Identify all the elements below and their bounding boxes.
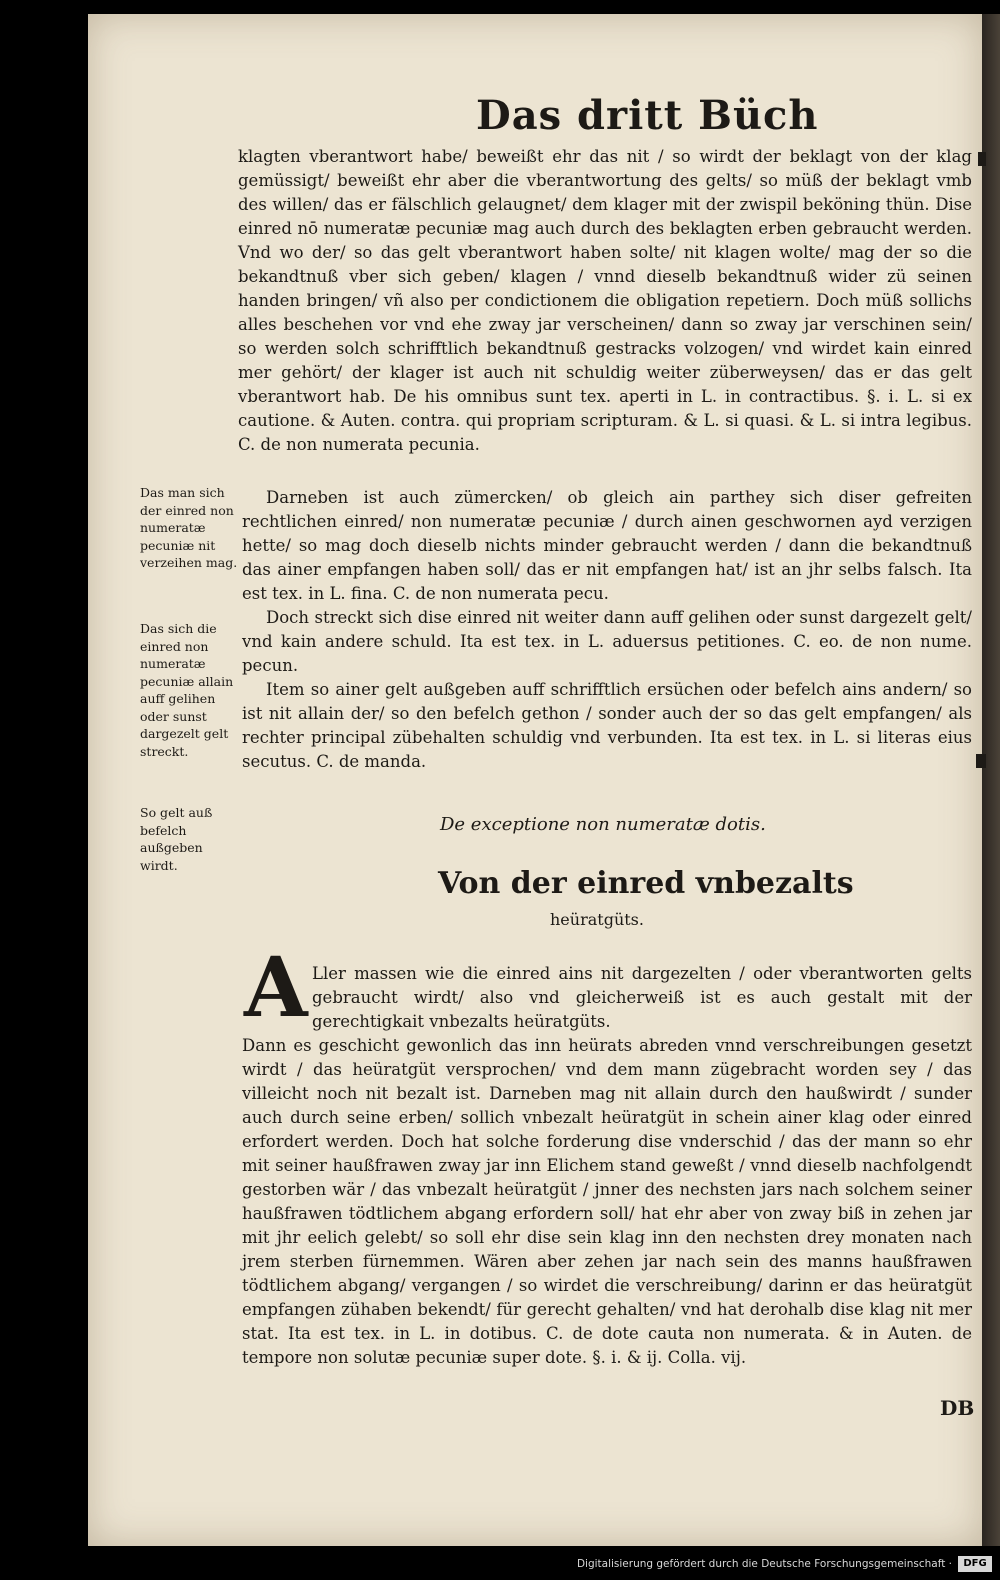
signature-mark: DB [940, 1396, 975, 1420]
body-paragraph-2: Darneben ist auch zümercken/ ob gleich ain parthey sich diser gefreiten rechtlichen einred/ non numeratæ pecuniæ / durch ainen geschwornen ayd verzigen hette/ so mag doch dieselb nichts minder gebraucht werden / dann die bekandtnuß das ainer empfangen haben soll/ das er nit empfangen hat/ ist an jhr selbs falsch. Ita est tex. in L. fina. C. de non numerata pecu. [242, 488, 972, 603]
margin-note-2: Das sich die einred non numeratæ pecuniæ allain auff gelihen oder sunst dargezelt gelt streckt. [140, 621, 234, 759]
body-paragraph-5-opening: Ller massen wie die einred ains nit dargezelten / oder vberantworten gelts gebraucht wirdt/ also vnd gleicherweiß ist es auch gestalt mit der gerechtigkait vnbezalts heüratgüts. [312, 964, 972, 1031]
body-paragraph-5: Dann es geschicht gewonlich das inn heürats abreden vnnd verschreibungen gesetzt wirdt / das heüratgüt versprochen/ vnd dem mann zügebracht worden sey / das villeicht noch nit bezalt ist. Darneben mag nit allain durch den haußwirdt / sunder auch durch seine erben/ sollich vnbezalt heüratgüt in schein ainer klag oder einred erfordert werden. Doch hat solche forderung dise vnderschid / das der mann so ehr mit seiner haußfrawen zway jar inn Elichem stand geweßt / vnnd dieselb nachfolgendt gestorben wär / das vnbezalt heüratgüt / jnner des nechsten jars nach solchem seiner haußfrawen tödtlichem abgang erfordern soll/ hat ehr aber von zway biß in zehen jar mit jhr eelich gelebt/ so soll ehr dise sein klag inn den nechsten drey monaten nach jrem sterben fürnemmen. Wären aber zehen jar nach sein des manns haußfrawen tödtlichem abgang/ vergangen / so wirdet die verschreibung/ darinn er das heüratgüt empfangen zühaben bekendt/ für gerecht gehalten/ vnd hat derohalb dise klag nit mer stat. Ita est tex. in L. in dotibus. C. de dote cauta non numerata. & in Auten. de tempore non solutæ pecuniæ super dote. §. i. & ij. Colla. vij. [242, 1036, 972, 1367]
dfg-logo: DFG [958, 1556, 992, 1572]
body-paragraph-3: Doch streckt sich dise einred nit weiter dann auff gelihen oder sunst dargezelt gelt/ vnd kain andere schuld. Ita est tex. in L. aduersus petitiones. C. eo. de non nume. pecun. [242, 608, 972, 675]
body-paragraph-4: Item so ainer gelt außgeben auff schrifftlich ersüchen oder befelch ains andern/ so ist nit allain der/ so den befelch gethon / sonder auch der so das gelt empfangen/ als rechter principal zübehalten schuldig vnd verbunden. Ita est tex. in L. si literas eius secutus. C. de manda. [242, 680, 972, 771]
side-mark [976, 754, 986, 768]
section-subheading: heüratgüts. [550, 910, 644, 929]
margin-note-3: So gelt auß befelch außgeben wirdt. [140, 805, 213, 873]
body-paragraph-1: klagten vberantwort habe/ beweißt ehr das nit / so wirdt der beklagt von der klag gemüssigt/ beweißt ehr aber die vberantwortung des gelts/ so müß der beklagt vmb des willen/ das er fälschlich gelaugnet/ dem klager mit der zwispil beköning thün. Dise einred nō numeratæ pecuniæ mag auch durch des beklagten erben gebraucht werden. Vnd wo der/ so das gelt vberantwort haben solte/ nit klagen wolte/ mag der so die bekandtnuß vber sich geben/ klagen / vnnd dieselb bekandtnuß wider zü seinen handen bringen/ vñ also per condictionem die obligation repetiern. Doch müß sollichs alles beschehen vor vnd ehe zway jar verscheinen/ dann so zway jar verschinen sein/ so werden solch schrifftlich bekandtnuß gestracks volzogen/ vnd wirdet kain einred mer gehört/ der klager ist auch nit schuldig weiter züberweysen/ das er das gelt vberantwort hab. De his omnibus sunt tex. aperti in L. in contractibus. §. i. L. si ex cautione. & Auten. contra. qui propriam scripturam. & L. si quasi. & L. si intra legibus. C. de non numerata pecunia. [238, 147, 972, 454]
footer-text: Digitalisierung gefördert durch die Deutsche Forschungsgemeinschaft · [576, 1558, 952, 1570]
margin-note-1: Das man sich der einred non numeratæ pecuniæ nit verzeihen mag. [140, 485, 238, 570]
drop-cap: A [244, 940, 308, 1036]
section-heading: Von der einred vnbezalts [438, 866, 854, 901]
side-mark-top [978, 152, 986, 166]
latin-heading: De exceptione non numeratæ dotis. [440, 814, 766, 835]
running-head: Das dritt Büch [476, 92, 819, 139]
page-edge [982, 14, 1000, 1546]
